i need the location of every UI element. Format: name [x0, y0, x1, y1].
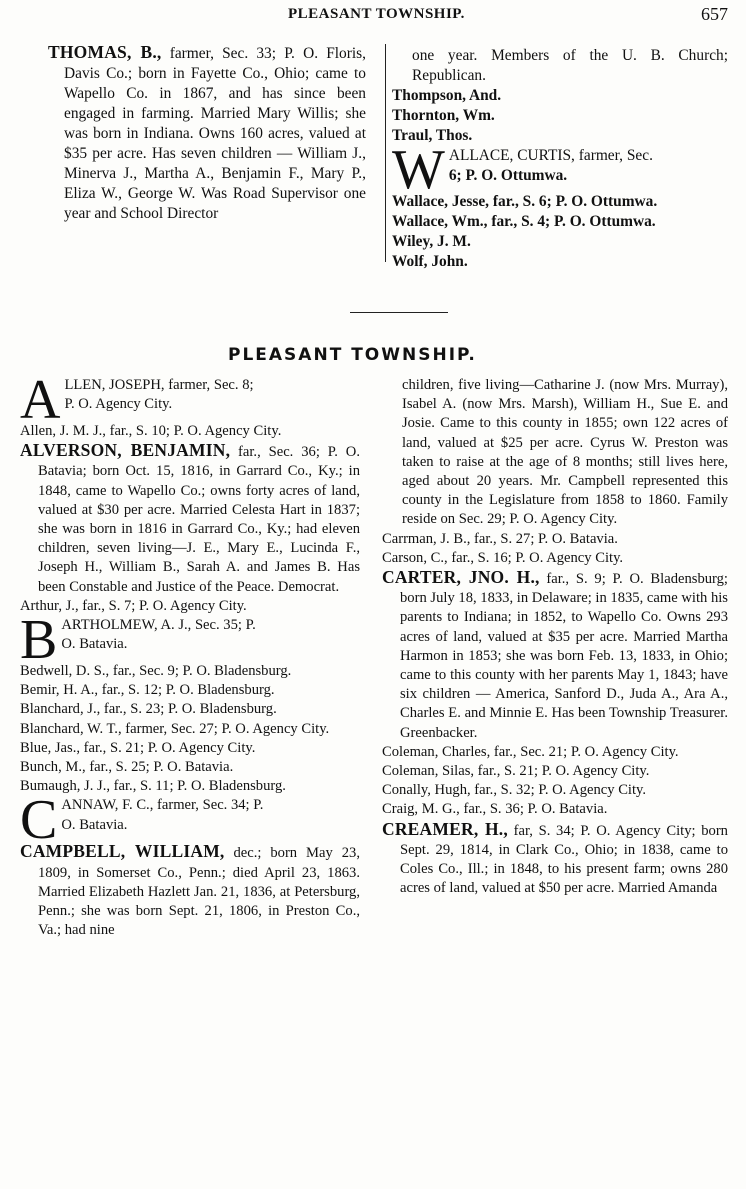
entry-name: CAMPBELL, WILLIAM,: [20, 841, 225, 862]
list-item: Thompson, And.: [392, 87, 502, 104]
list-item: Wolf, John.: [392, 253, 468, 270]
entry-name: THOMAS, B.,: [48, 42, 162, 62]
running-title: PLEASANT TOWNSHIP.: [288, 6, 465, 22]
entry-wallace-curtis: [392, 139, 728, 201]
entry-first-line: ANNAW, F. C., farmer, Sec. 34; P.: [61, 797, 264, 814]
list-item: Wallace, Jesse, far., S. 6; P. O. Ottumwa.: [392, 193, 658, 210]
list-item: Bumaugh, J. J., far., S. 11; P. O. Bladensburg.: [20, 778, 286, 795]
list-item: Craig, M. G., far., S. 36; P. O. Batavia.: [382, 801, 608, 818]
list-item: Coleman, Silas, far., S. 21; P. O. Agency City.: [382, 763, 650, 780]
left-column: [20, 369, 360, 940]
list-item: Conally, Hugh, far., S. 32; P. O. Agency City.: [382, 782, 647, 799]
entry-text: far, S. 34; P. O. Agency City; born Sept. 29, 1814, in Clark Co., Ohio; in 1838, came to Coles Co., Ill.; in 1848, to his present farm; owns 280 acres of land, valued at $50 per acre. Married Amanda: [400, 822, 728, 897]
entry-thomas: [48, 42, 366, 224]
list-item: Carson, C., far., S. 16; P. O. Agency City.: [382, 549, 624, 566]
drop-cap: W: [392, 139, 445, 201]
top-right-column: [392, 46, 728, 272]
list-item: Bunch, M., far., S. 25; P. O. Batavia.: [20, 759, 234, 776]
page-header: [0, 2, 746, 26]
entry-first-line: LLEN, JOSEPH, farmer, Sec. 8;: [64, 377, 254, 393]
list-item: Bedwell, D. S., far., Sec. 9; P. O. Bladensburg.: [20, 663, 292, 680]
entry-name: ALVERSON, BENJAMIN,: [20, 440, 231, 461]
entry-continuation: O. Batavia.: [61, 636, 128, 653]
section-rule: [350, 312, 448, 313]
section-title: PLEASANT TOWNSHIP.: [228, 345, 477, 365]
right-column: [382, 376, 728, 898]
entry-alverson: [20, 441, 360, 597]
list-item: Coleman, Charles, far., Sec. 21; P. O. Agency City.: [382, 743, 679, 760]
drop-cap: B: [20, 609, 58, 672]
continuation-text: children, five living—Catharine J. (now Mrs. Murray), Isabel A. (now Mrs. Marsh), William H., Sue E. and Josie. Came to this county in 1855; own 122 acres of land, valued at $25 per acre. Cyrus W. Preston was taken to raise at the age of 8 months; still lives here, aged about 20 years. Mr. Campbell represented this county in the Legislature from 1858 to 1860. Family reside on Sec. 29; P. O. Agency City.: [402, 377, 728, 528]
list-item: Allen, J. M. J., far., S. 10; P. O. Agency City.: [20, 423, 282, 439]
list-item: Wallace, Wm., far., S. 4; P. O. Ottumwa.: [392, 213, 656, 230]
entry-name: CARTER, JNO. H.,: [382, 567, 540, 588]
page-number: 657: [701, 4, 728, 24]
drop-cap: A: [20, 369, 61, 431]
list-item: Wiley, J. M.: [392, 233, 471, 250]
list-item: Thornton, Wm.: [392, 107, 495, 124]
continuation-text: one year. Members of the U. B. Church; Republican.: [412, 47, 728, 84]
entry-carter: [382, 568, 728, 743]
list-item: Blanchard, J., far., S. 23; P. O. Bladensburg.: [20, 701, 277, 718]
list-item: Blue, Jas., far., S. 21; P. O. Agency City.: [20, 739, 256, 756]
top-left-column: [48, 42, 366, 224]
entry-continuation: O. Batavia.: [61, 816, 128, 833]
entry-text: far., S. 9; P. O. Bladensburg; born July 18, 1833, in Delaware; in 1835, came with his parents to Indiana; in 1852, to Wapello Co. Owns 293 acres of land, valued at $35 per acre. Married Martha Harmon in 1853; she was born Feb. 13, 1833, in Ohio; came to this county with her parents May 1, 1843; have six children — America, Sanford D., Juda A., Ara A., Charles E. and Minnie E. Has been Township Treasurer. Greenbacker.: [400, 571, 728, 741]
drop-cap: C: [20, 789, 58, 852]
list-item: Traul, Thos.: [392, 127, 473, 144]
column-divider: [385, 44, 386, 262]
list-item: Arthur, J., far., S. 7; P. O. Agency City.: [20, 597, 247, 614]
list-item: Carrman, J. B., far., S. 27; P. O. Batavia.: [382, 530, 618, 547]
entry-first-line: ARTHOLMEW, A. J., Sec. 35; P.: [61, 617, 256, 634]
entry-text: far., Sec. 36; P. O. Batavia; born Oct. 15, 1816, in Garrard Co., Ky.; in 1848, came to Wapello Co.; owns forty acres of land, valued at $30 per acre. Married Celesta Hart in 1837; she was born in 1816 in Garrard Co., Ky.; had eleven children, seven living—J. E., Mary E., Lucinda F., Joseph H., William B., Sarah A. and James B. Has been Constable and Justice of the Peace. Democrat.: [38, 444, 360, 595]
entry-continuation: 6; P. O. Ottumwa.: [448, 167, 568, 184]
list-item: Blanchard, W. T., farmer, Sec. 27; P. O. Agency City.: [20, 720, 330, 737]
entry-creamer: [382, 820, 728, 899]
entry-continuation: P. O. Agency City.: [64, 396, 173, 413]
entry-text: farmer, Sec. 33; P. O. Floris, Davis Co.; born in Fayette Co., Ohio; came to Wapello Co. in 1867, and has since been engaged in farming. Married Mary Willis; she was born in Indiana. Owns 160 acres, valued at $35 per acre. Has seven children — William J., Minerva J., Martha A., Benjamin F., Mary P., Eliza W., George W. Was Road Supervisor one year and School Director: [64, 45, 366, 222]
list-item: Bemir, H. A., far., S. 12; P. O. Bladensburg.: [20, 682, 275, 699]
entry-first-line: ALLACE, CURTIS, farmer, Sec.: [448, 147, 653, 164]
entry-name: CREAMER, H.,: [382, 818, 508, 839]
entry-campbell: [20, 842, 360, 940]
entry-text: dec.; born May 23, 1809, in Somerset Co., Penn.; died April 23, 1863. Married Elizabeth Hazlett Jan. 21, 1836, at Petersburg, Penn.; she was born Sept. 21, 1806, in Preston Co., Va.; had nine: [38, 845, 360, 939]
